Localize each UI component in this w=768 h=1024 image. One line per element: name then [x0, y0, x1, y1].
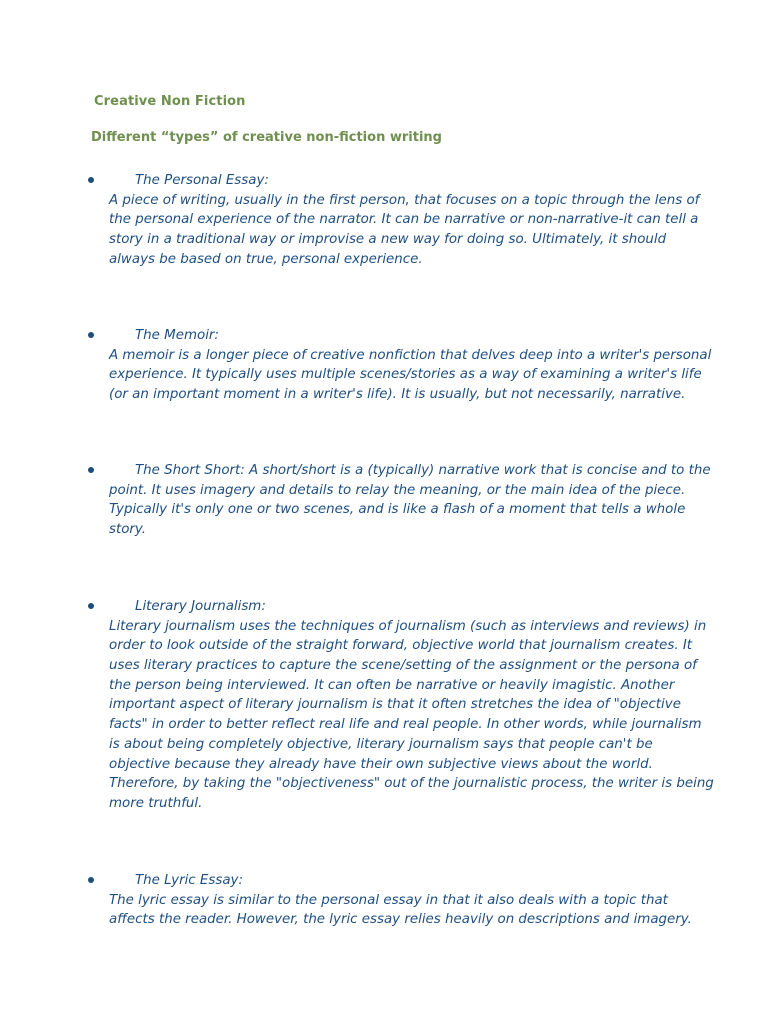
- item-line: Literary journalism uses the techniques of journalism (such as interviews and reviews) in: [109, 618, 707, 634]
- item-heading: The Lyric Essay:: [135, 873, 243, 888]
- item-line: the personal experience of the narrator. It can be narrative or non-narrative-it can tell a: [109, 212, 699, 228]
- item-line: story.: [109, 522, 147, 538]
- document-title: Creative Non Fiction: [94, 94, 246, 109]
- item-line: order to look outside of the straight forward, objective world that journalism creates. It: [109, 638, 693, 654]
- item-line: (or an important moment in a writer's life). It is usually, but not necessarily, narrative.: [109, 387, 686, 403]
- item-line: important aspect of literary journalism is that it often stretches the idea of "objective: [109, 697, 681, 713]
- document-subtitle: Different “types” of creative non-fiction writing: [91, 130, 442, 145]
- item-heading: The Short Short: A short/short is a (typically) narrative work that is concise and to the: [135, 463, 711, 478]
- bullet-icon: [88, 177, 94, 183]
- item-line: uses literary practices to capture the scene/setting of the assignment or the persona of: [109, 658, 697, 674]
- item-line: Therefore, by taking the "objectiveness" out of the journalistic process, the writer is being: [109, 776, 714, 792]
- item-line: The lyric essay is similar to the personal essay in that it also deals with a topic that: [109, 892, 668, 908]
- item-line: A piece of writing, usually in the first person, that focuses on a topic through the lens of: [109, 192, 700, 208]
- item-line: A memoir is a longer piece of creative nonfiction that delves deep into a writer's personal: [109, 347, 712, 363]
- item-line: always be based on true, personal experience.: [109, 251, 423, 267]
- item-line: objective because they already have their own subjective views about the world.: [109, 756, 653, 772]
- item-heading: Literary Journalism:: [135, 599, 266, 614]
- item-line: story in a traditional way or improvise a new way for doing so. Ultimately, it should: [109, 232, 667, 248]
- bullet-icon: [88, 332, 94, 338]
- item-line: point. It uses imagery and details to relay the meaning, or the main idea of the piece.: [109, 482, 686, 498]
- item-line: affects the reader. However, the lyric essay relies heavily on descriptions and imagery.: [109, 912, 692, 928]
- bullet-icon: [88, 877, 94, 883]
- item-line: more truthful.: [109, 795, 203, 811]
- item-line: facts" in order to better reflect real life and real people. In other words, while journalism: [109, 717, 702, 733]
- bullet-icon: [88, 467, 94, 473]
- item-line: the person being interviewed. It can often be narrative or heavily imagistic. Another: [109, 677, 675, 693]
- item-line: Typically it's only one or two scenes, and is like a flash of a moment that tells a whole: [109, 502, 686, 518]
- item-heading: The Personal Essay:: [135, 173, 269, 188]
- item-line: is about being completely objective, literary journalism says that people can't be: [109, 736, 653, 752]
- item-heading: The Memoir:: [135, 328, 219, 343]
- item-line: experience. It typically uses multiple scenes/stories as a way of examining a writer's life: [109, 367, 702, 383]
- bullet-icon: [88, 603, 94, 609]
